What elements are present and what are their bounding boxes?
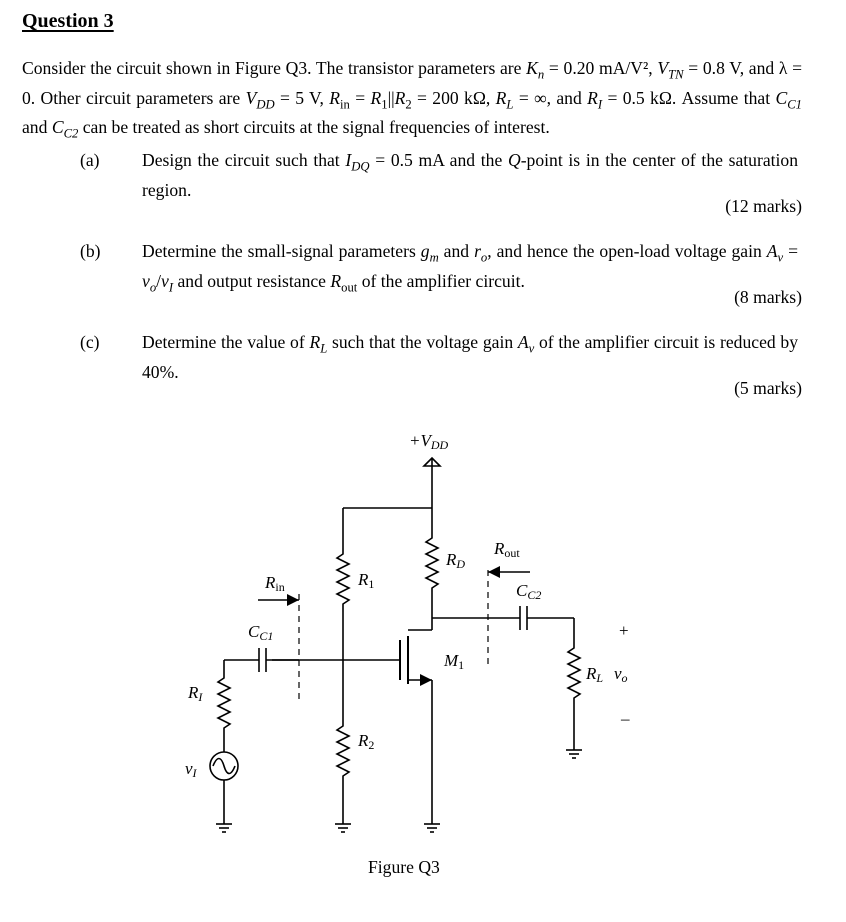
mosfet-m1 xyxy=(400,630,432,824)
part-c-text: Determine the value of $R_L$ such that the voltage gain $A_v$ of the amplifier circuit is reduced by 40%. xyxy=(142,332,799,382)
part-a-text: Design the circuit such that $I_{DQ} = 0.5$ mA and the Q-point is in the center of the saturation region. xyxy=(142,150,799,200)
vo-label: vo xyxy=(614,664,628,685)
ri-label: RI xyxy=(188,683,203,704)
cc2-label: CC2 xyxy=(516,581,542,602)
ground-rl xyxy=(566,750,582,758)
cc1-label: CC1 xyxy=(248,622,274,643)
r2-resistor xyxy=(337,720,349,824)
vo-minus: – xyxy=(621,709,630,728)
r1-resistor xyxy=(337,548,349,612)
ground-r2 xyxy=(335,824,351,832)
part-b-text: Determine the small-signal parameters $g_m$ and $r_o$, and hence the open-load voltage gain $A_v = v_o/v_I$ and output resistance $R_{out}$ of the amplifier circuit. xyxy=(142,241,799,295)
vdd-label: +VDD xyxy=(409,431,449,452)
ac-source-vi xyxy=(210,752,238,832)
m1-label: M1 xyxy=(444,651,465,672)
ground-source xyxy=(424,824,440,832)
part-b-marks: (8 marks) xyxy=(734,287,802,307)
part-c-marks: (5 marks) xyxy=(734,378,802,398)
ri-resistor xyxy=(218,672,230,752)
rout-label: Rout xyxy=(494,539,520,560)
rl-resistor xyxy=(568,642,580,704)
part-a-label: (a) xyxy=(80,150,100,170)
rd-label: RD xyxy=(446,550,466,571)
part-a-marks: (12 marks) xyxy=(725,196,802,216)
figure-caption: Figure Q3 xyxy=(368,857,440,877)
question-intro: Consider the circuit shown in Figure Q3. The transistor parameters are $K_n = 0.20$ mA/V², $V_{TN} = 0.8$ V, and λ = 0. Other circuit parameters are $V_{DD} = 5$ V, $R_{in} = R_1||R_2 = 200$ kΩ, $R_L$ = ∞, and $R_I = 0.5$ kΩ. Assume that $C_{C1}$ and $C_{C2}$ can be treated as short circuits at the signal frequencies of interest. xyxy=(22,58,803,141)
vdd-supply xyxy=(409,431,449,508)
rl-label: RL xyxy=(586,664,604,685)
vo-plus: + xyxy=(619,621,629,640)
cc2-capacitor xyxy=(520,606,574,630)
rd-resistor xyxy=(426,532,438,592)
vi-label: vI xyxy=(185,759,197,780)
question-heading: Question 3 xyxy=(22,10,114,32)
cc1-capacitor xyxy=(224,648,299,672)
part-c-label: (c) xyxy=(80,332,100,352)
r2-label: R2 xyxy=(358,731,375,752)
rin-label: Rin xyxy=(265,573,285,594)
r1-label: R1 xyxy=(358,570,375,591)
part-b-label: (b) xyxy=(80,241,101,261)
